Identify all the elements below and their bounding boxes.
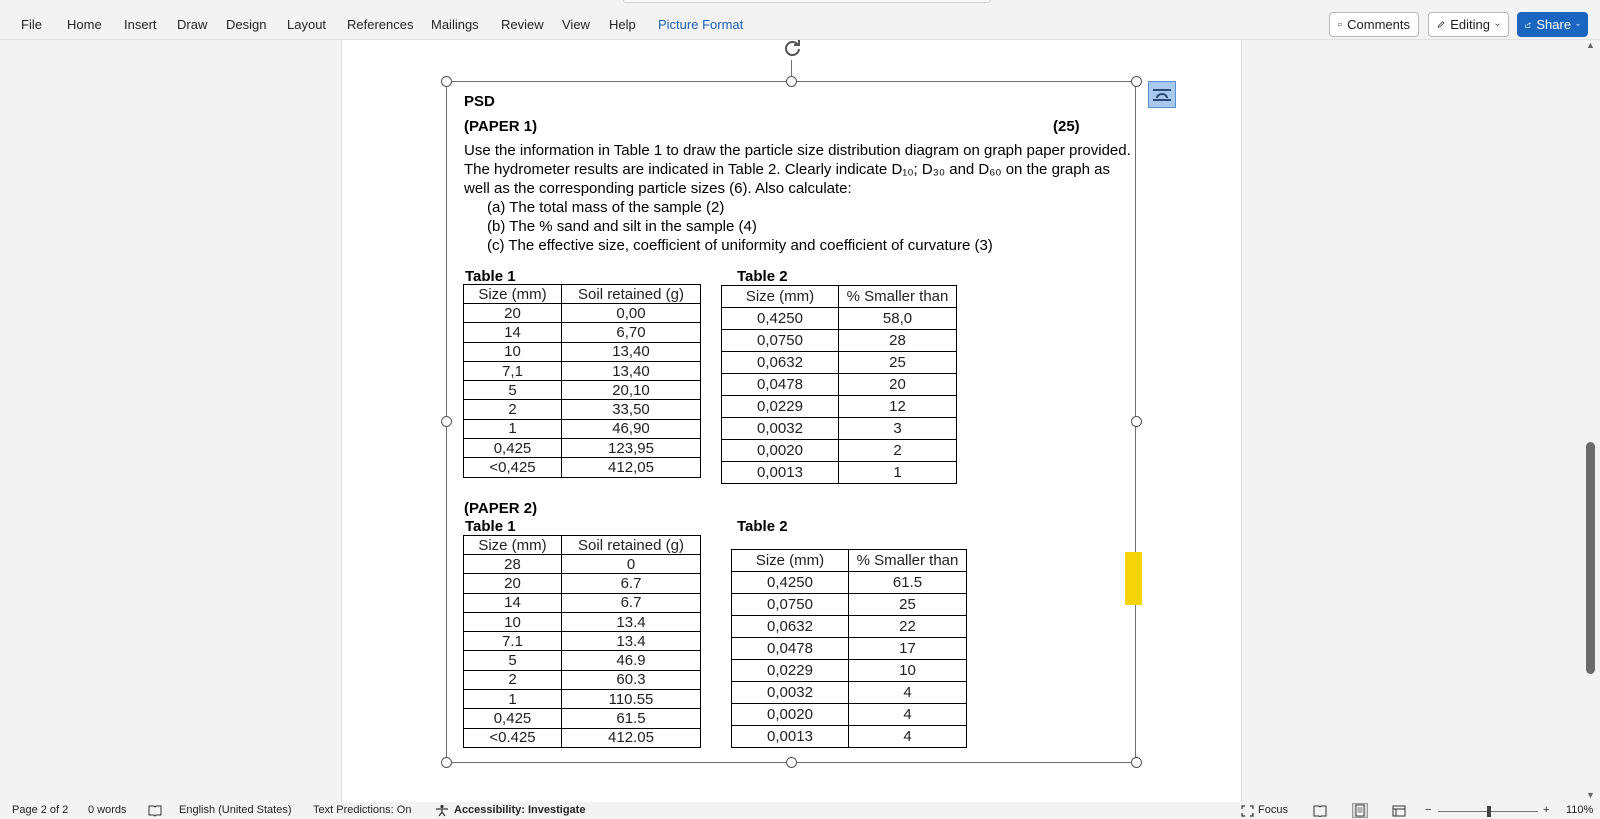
table-row bbox=[464, 728, 701, 747]
table-cell: 13.4 bbox=[562, 632, 701, 651]
accessibility-status[interactable]: Accessibility: Investigate bbox=[454, 804, 586, 816]
table-cell: 0,00 bbox=[562, 304, 701, 323]
tab-view[interactable]: View bbox=[562, 17, 590, 32]
editing-label: Editing bbox=[1450, 17, 1490, 32]
table-cell: 28 bbox=[464, 555, 562, 574]
column-header: Soil retained (g) bbox=[562, 536, 701, 555]
editing-mode-dropdown[interactable] bbox=[1428, 12, 1509, 37]
table-cell: 0,425 bbox=[464, 439, 562, 458]
tab-review[interactable]: Review bbox=[501, 17, 544, 32]
p2-table1 bbox=[463, 535, 701, 748]
scroll-down-icon[interactable]: ▼ bbox=[1586, 790, 1595, 800]
table-cell: 20,10 bbox=[562, 381, 701, 400]
table-row bbox=[732, 682, 967, 704]
table-cell: 33,50 bbox=[562, 400, 701, 419]
table-row bbox=[464, 304, 701, 323]
heading-paper1: (PAPER 1) bbox=[464, 118, 538, 135]
table-row bbox=[464, 458, 701, 477]
table-cell: 0,0478 bbox=[722, 374, 839, 396]
table-cell: 6,70 bbox=[562, 323, 701, 342]
table-cell: 0,4250 bbox=[732, 572, 849, 594]
table-row bbox=[464, 574, 701, 593]
highlight-marker bbox=[1125, 552, 1142, 605]
table-row bbox=[722, 352, 957, 374]
table-row bbox=[464, 361, 701, 380]
word-count[interactable]: 0 words bbox=[88, 804, 127, 816]
p2-table2-title: Table 2 bbox=[737, 518, 788, 535]
table-cell: 0,0632 bbox=[722, 352, 839, 374]
share-icon bbox=[1525, 19, 1531, 31]
title-bar-search-stub bbox=[623, 0, 991, 3]
text-wrap-icon bbox=[1152, 88, 1172, 102]
column-header: Size (mm) bbox=[464, 285, 562, 304]
table-row bbox=[464, 419, 701, 438]
table-cell: 25 bbox=[849, 594, 967, 616]
table-cell: 412.05 bbox=[562, 728, 701, 747]
table-row bbox=[732, 660, 967, 682]
table-cell: 0,0632 bbox=[732, 616, 849, 638]
table-row bbox=[732, 638, 967, 660]
tab-file[interactable]: File bbox=[21, 17, 42, 32]
table-row bbox=[464, 323, 701, 342]
table-cell: 0,0032 bbox=[732, 682, 849, 704]
table-cell: 22 bbox=[849, 616, 967, 638]
table-row bbox=[722, 418, 957, 440]
table-cell: 0,0229 bbox=[732, 660, 849, 682]
table-row bbox=[464, 632, 701, 651]
comments-button[interactable] bbox=[1329, 12, 1419, 37]
tab-help[interactable]: Help bbox=[609, 17, 636, 32]
table-row bbox=[732, 726, 967, 748]
table-row bbox=[722, 396, 957, 418]
column-header: Size (mm) bbox=[732, 550, 849, 572]
zoom-in-button[interactable]: + bbox=[1543, 804, 1550, 816]
table-cell: <0,425 bbox=[464, 458, 562, 477]
heading-psd: PSD bbox=[464, 93, 495, 110]
table-cell: 14 bbox=[464, 323, 562, 342]
table-cell: 0,4250 bbox=[722, 308, 839, 330]
table-cell: 0,0013 bbox=[722, 462, 839, 484]
heading-paper2: (PAPER 2) bbox=[464, 500, 538, 517]
accessibility-icon bbox=[435, 804, 449, 817]
table-cell: 20 bbox=[464, 574, 562, 593]
resize-handle-right[interactable] bbox=[1131, 416, 1142, 427]
table-cell: 2 bbox=[464, 400, 562, 419]
page-count[interactable]: Page 2 of 2 bbox=[12, 804, 69, 816]
table-cell: 14 bbox=[464, 593, 562, 612]
table-row bbox=[464, 400, 701, 419]
table-cell: 60.3 bbox=[562, 670, 701, 689]
resize-handle-bottom[interactable] bbox=[786, 757, 797, 768]
table-row bbox=[732, 594, 967, 616]
proofing-book-icon[interactable] bbox=[148, 805, 162, 817]
table-cell: 123,95 bbox=[562, 439, 701, 458]
table-cell: 28 bbox=[839, 330, 957, 352]
table-cell: 2 bbox=[839, 440, 957, 462]
comment-icon bbox=[1338, 19, 1342, 31]
table-cell: 4 bbox=[849, 682, 967, 704]
table-cell: 25 bbox=[839, 352, 957, 374]
vertical-scrollbar[interactable] bbox=[1582, 40, 1600, 802]
table-cell: 46.9 bbox=[562, 651, 701, 670]
table-cell: 1 bbox=[839, 462, 957, 484]
p1-table2-title: Table 2 bbox=[737, 268, 788, 285]
table-cell: 10 bbox=[849, 660, 967, 682]
p2-table2 bbox=[731, 549, 967, 748]
table-cell: 6.7 bbox=[562, 593, 701, 612]
table-cell: 0,0750 bbox=[732, 594, 849, 616]
scroll-up-icon[interactable]: ▲ bbox=[1586, 40, 1595, 50]
table-cell: 10 bbox=[464, 612, 562, 631]
resize-handle-top-left[interactable] bbox=[441, 76, 452, 87]
focus-mode-button[interactable]: Focus bbox=[1258, 804, 1288, 816]
table-row bbox=[464, 709, 701, 728]
table-cell: 0 bbox=[562, 555, 701, 574]
table-cell: 13,40 bbox=[562, 342, 701, 361]
text-predictions-status[interactable]: Text Predictions: On bbox=[313, 804, 412, 816]
table-cell: 0,0478 bbox=[732, 638, 849, 660]
table-cell: 0,425 bbox=[464, 709, 562, 728]
table-cell: 1 bbox=[464, 419, 562, 438]
table-cell: 0,0032 bbox=[722, 418, 839, 440]
tab-picture-format[interactable]: Picture Format bbox=[658, 17, 744, 32]
table-row bbox=[722, 330, 957, 352]
instruction-line-2: The hydrometer results are indicated in Table 2. Clearly indicate D₁₀; D₃₀ and D₆₀ on the graph as bbox=[464, 161, 1110, 178]
table-cell: 61.5 bbox=[562, 709, 701, 728]
table-cell: 5 bbox=[464, 381, 562, 400]
column-header: % Smaller than bbox=[839, 286, 957, 308]
table-cell: 0,0020 bbox=[722, 440, 839, 462]
table-row bbox=[464, 555, 701, 574]
table-cell: 0,0750 bbox=[722, 330, 839, 352]
share-label: Share bbox=[1536, 17, 1572, 32]
table-cell: 0,0020 bbox=[732, 704, 849, 726]
inserted-picture[interactable] bbox=[447, 82, 1135, 762]
pencil-icon bbox=[1437, 18, 1445, 31]
p1-table2 bbox=[721, 285, 957, 484]
table-row bbox=[722, 462, 957, 484]
question-a: (a) The total mass of the sample (2) bbox=[487, 199, 725, 216]
tab-home[interactable]: Home bbox=[67, 17, 102, 32]
comments-label: Comments bbox=[1347, 17, 1410, 32]
table-row bbox=[464, 593, 701, 612]
chevron-down-icon bbox=[1495, 22, 1500, 28]
p1-table1 bbox=[463, 284, 701, 478]
column-header: % Smaller than bbox=[849, 550, 967, 572]
rotate-handle-icon[interactable] bbox=[781, 36, 803, 58]
tab-design[interactable]: Design bbox=[226, 17, 267, 32]
table-row bbox=[732, 704, 967, 726]
read-mode-icon[interactable] bbox=[1313, 805, 1327, 817]
zoom-level[interactable]: 110% bbox=[1566, 804, 1594, 816]
status-bar bbox=[0, 802, 1600, 819]
print-layout-icon[interactable] bbox=[1352, 803, 1368, 818]
table-cell: 110.55 bbox=[562, 690, 701, 709]
table-cell: 10 bbox=[464, 342, 562, 361]
question-b: (b) The % sand and silt in the sample (4) bbox=[487, 218, 757, 235]
table-cell: 412,05 bbox=[562, 458, 701, 477]
p1-table1-title: Table 1 bbox=[465, 268, 516, 285]
table-cell: 58,0 bbox=[839, 308, 957, 330]
language-status[interactable]: English (United States) bbox=[179, 804, 292, 816]
table-cell: <0.425 bbox=[464, 728, 562, 747]
tab-references[interactable]: References bbox=[347, 17, 414, 32]
column-header: Size (mm) bbox=[464, 536, 562, 555]
table-cell: 46,90 bbox=[562, 419, 701, 438]
web-layout-icon[interactable] bbox=[1392, 805, 1406, 817]
table-cell: 13.4 bbox=[562, 612, 701, 631]
resize-handle-top[interactable] bbox=[786, 76, 797, 87]
scrollbar-thumb[interactable] bbox=[1586, 442, 1595, 674]
table-cell: 1 bbox=[464, 690, 562, 709]
table-cell: 0,0013 bbox=[732, 726, 849, 748]
table-row bbox=[722, 440, 957, 462]
table-cell: 4 bbox=[849, 704, 967, 726]
focus-icon bbox=[1241, 805, 1254, 817]
share-button[interactable] bbox=[1517, 12, 1588, 37]
tab-mailings[interactable]: Mailings bbox=[431, 17, 479, 32]
resize-handle-bottom-left[interactable] bbox=[441, 757, 452, 768]
resize-handle-bottom-right[interactable] bbox=[1131, 757, 1142, 768]
zoom-slider-thumb[interactable] bbox=[1487, 806, 1491, 817]
column-header: Soil retained (g) bbox=[562, 285, 701, 304]
table-cell: 7.1 bbox=[464, 632, 562, 651]
table-row bbox=[732, 616, 967, 638]
table-cell: 2 bbox=[464, 670, 562, 689]
chevron-down-icon bbox=[1576, 22, 1580, 28]
table-row bbox=[722, 374, 957, 396]
marks-label: (25) bbox=[1053, 118, 1080, 135]
table-row bbox=[722, 308, 957, 330]
table-cell: 17 bbox=[849, 638, 967, 660]
tab-draw[interactable]: Draw bbox=[177, 17, 208, 32]
table-row bbox=[464, 670, 701, 689]
table-cell: 5 bbox=[464, 651, 562, 670]
table-cell: 4 bbox=[849, 726, 967, 748]
table-row bbox=[464, 651, 701, 670]
instruction-line-1: Use the information in Table 1 to draw the particle size distribution diagram on graph paper provided. bbox=[464, 142, 1131, 159]
table-cell: 6.7 bbox=[562, 574, 701, 593]
table-cell: 20 bbox=[464, 304, 562, 323]
p2-table1-title: Table 1 bbox=[465, 518, 516, 535]
instruction-line-3: well as the corresponding particle sizes (6). Also calculate: bbox=[464, 180, 852, 197]
table-row bbox=[464, 439, 701, 458]
table-cell: 0,0229 bbox=[722, 396, 839, 418]
layout-options-button[interactable] bbox=[1148, 81, 1176, 108]
table-cell: 12 bbox=[839, 396, 957, 418]
table-row bbox=[732, 572, 967, 594]
zoom-out-button[interactable]: − bbox=[1425, 804, 1432, 816]
table-row bbox=[464, 612, 701, 631]
table-cell: 7,1 bbox=[464, 361, 562, 380]
table-row bbox=[464, 381, 701, 400]
resize-handle-top-right[interactable] bbox=[1131, 76, 1142, 87]
table-row bbox=[464, 690, 701, 709]
question-c: (c) The effective size, coefficient of uniformity and coefficient of curvature (3) bbox=[487, 237, 993, 254]
table-cell: 13,40 bbox=[562, 361, 701, 380]
table-cell: 20 bbox=[839, 374, 957, 396]
table-cell: 61.5 bbox=[849, 572, 967, 594]
ribbon-tab-bar bbox=[0, 0, 1600, 40]
table-cell: 3 bbox=[839, 418, 957, 440]
table-row bbox=[464, 342, 701, 361]
tab-layout[interactable]: Layout bbox=[287, 17, 327, 32]
tab-insert[interactable]: Insert bbox=[124, 17, 157, 32]
resize-handle-left[interactable] bbox=[441, 416, 452, 427]
column-header: Size (mm) bbox=[722, 286, 839, 308]
